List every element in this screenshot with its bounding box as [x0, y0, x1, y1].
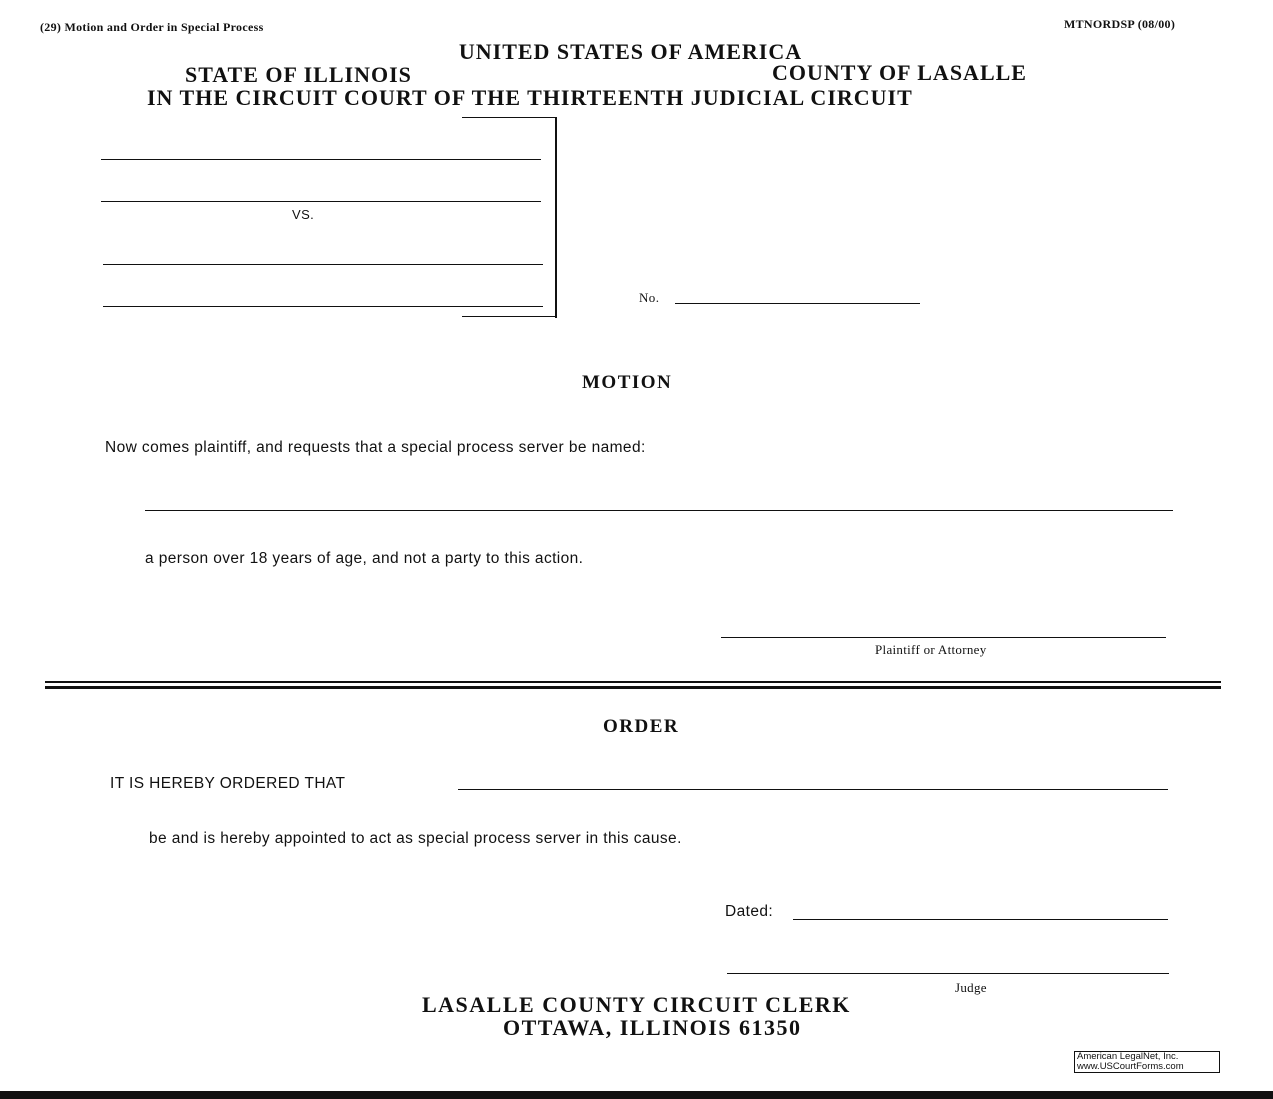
case-number-label: No. [639, 290, 660, 305]
defendant-line-2[interactable] [103, 306, 543, 307]
judge-signature-field[interactable] [727, 973, 1169, 974]
publisher-line-1: American LegalNet, Inc. [1077, 1051, 1179, 1062]
plaintiff-signature-label: Plaintiff or Attorney [875, 642, 987, 657]
bottom-border [0, 1091, 1273, 1099]
motion-qualification-text: a person over 18 years of age, and not a party to this action. [145, 550, 584, 567]
form-code: MTNORDSP (08/00) [1064, 17, 1176, 31]
court-heading: IN THE CIRCUIT COURT OF THE THIRTEENTH JUDICIAL CIRCUIT [147, 85, 913, 110]
motion-title: MOTION [582, 372, 673, 393]
order-appointed-text: be and is hereby appointed to act as special process server in this cause. [149, 830, 682, 847]
publisher-logo [1074, 1051, 1220, 1073]
clerk-line-1: LASALLE COUNTY CIRCUIT CLERK [422, 992, 851, 1017]
plaintiff-line-1[interactable] [101, 159, 541, 160]
case-number-field[interactable] [675, 303, 920, 304]
state-heading: STATE OF ILLINOIS [185, 62, 412, 87]
defendant-line-1[interactable] [103, 264, 543, 265]
caption-bracket-top [462, 117, 556, 118]
country-text: UNITED STATES OF AMERICA [458, 39, 803, 64]
dated-label: Dated: [725, 903, 774, 920]
plaintiff-line-2[interactable] [101, 201, 541, 202]
clerk-line-2: OTTAWA, ILLINOIS 61350 [503, 1015, 802, 1040]
section-divider-bottom [45, 686, 1221, 689]
process-server-name-field[interactable] [145, 510, 1173, 511]
appointee-name-field[interactable] [458, 789, 1168, 790]
dated-field[interactable] [793, 919, 1168, 920]
plaintiff-signature-field[interactable] [721, 637, 1166, 638]
form-name: (29) Motion and Order in Special Process [40, 20, 264, 34]
caption-bracket-side [555, 117, 557, 318]
motion-request-text: Now comes plaintiff, and requests that a special process server be named: [105, 439, 646, 456]
publisher-line-2: www.USCourtForms.com [1077, 1061, 1184, 1072]
vs-label: VS. [292, 207, 315, 222]
order-title: ORDER [603, 716, 680, 737]
judge-label: Judge [955, 980, 987, 995]
order-ordered-text: IT IS HEREBY ORDERED THAT [110, 775, 346, 792]
caption-bracket-bottom [462, 316, 556, 317]
section-divider-top [45, 681, 1221, 683]
county-heading: COUNTY OF LASALLE [772, 60, 1027, 85]
